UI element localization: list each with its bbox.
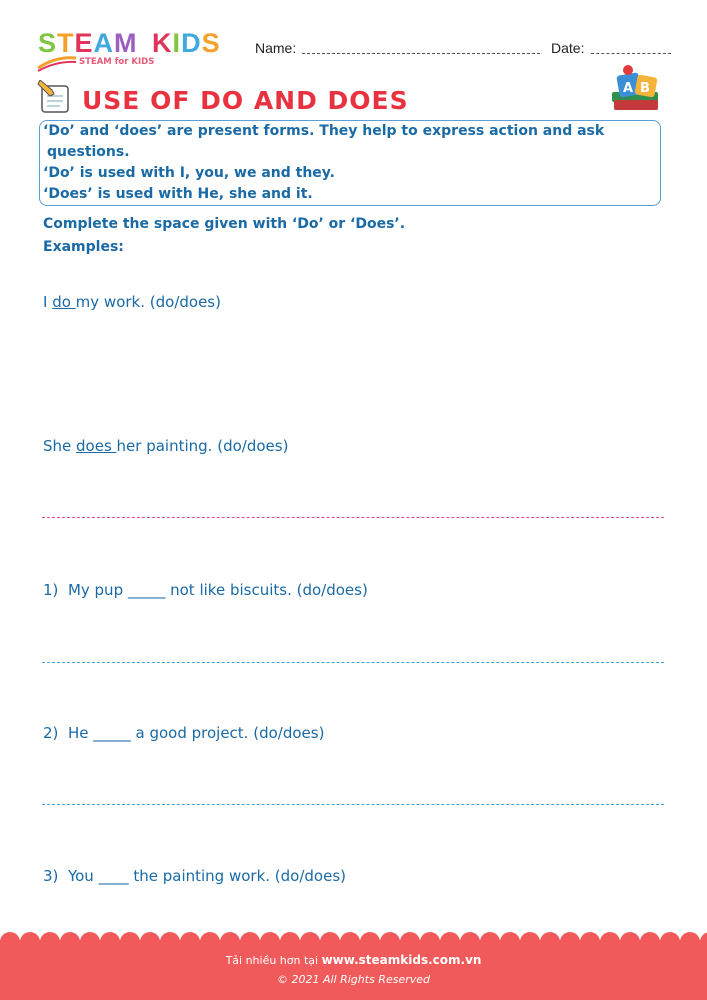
abc-books-icon bbox=[606, 62, 666, 114]
question-item[interactable]: 2) He _____ a good project. (do/does) bbox=[43, 724, 325, 742]
divider bbox=[42, 662, 664, 663]
example-answer: does bbox=[76, 437, 117, 455]
website-link[interactable]: www.steamkids.com.vn bbox=[321, 953, 482, 967]
footer-bar bbox=[0, 940, 707, 1000]
name-label: Name: bbox=[255, 40, 297, 56]
logo-tagline: STEAM for KIDS bbox=[79, 57, 155, 67]
question-item[interactable]: 1) My pup _____ not like biscuits. (do/does) bbox=[43, 581, 368, 599]
divider bbox=[42, 517, 664, 518]
info-box bbox=[39, 120, 661, 206]
pencil-paper-icon bbox=[36, 80, 76, 116]
info-line: questions. bbox=[47, 144, 130, 160]
date-label: Date: bbox=[551, 40, 585, 56]
page-title: USE OF DO AND DOES bbox=[82, 86, 409, 115]
divider bbox=[42, 804, 664, 805]
example-sentence: I do my work. (do/does) bbox=[43, 293, 221, 311]
svg-text:A: A bbox=[623, 81, 634, 96]
footer-website[interactable]: Tải nhiều hơn tại www.steamkids.com.vn bbox=[225, 953, 482, 967]
info-line: ‘Do’ and ‘does’ are present forms. They help to express action and ask bbox=[43, 123, 605, 139]
info-line: ‘Do’ is used with I, you, we and they. bbox=[43, 165, 335, 181]
name-field[interactable] bbox=[302, 53, 540, 54]
instruction: Complete the space given with ‘Do’ or ‘Does’. bbox=[43, 216, 406, 232]
example-sentence: She does her painting. (do/does) bbox=[43, 437, 289, 455]
logo-swoosh-icon bbox=[34, 52, 80, 74]
examples-label: Examples: bbox=[43, 239, 124, 255]
question-item[interactable]: 3) You ____ the painting work. (do/does) bbox=[43, 867, 346, 885]
date-field[interactable] bbox=[591, 53, 671, 54]
steam-kids-logo: STEAM KIDS bbox=[38, 28, 221, 58]
example-answer: do bbox=[52, 293, 76, 311]
info-line: ‘Does’ is used with He, she and it. bbox=[43, 186, 313, 202]
svg-text:B: B bbox=[640, 81, 650, 96]
footer-copyright: © 2021 All Rights Reserved bbox=[276, 973, 430, 986]
